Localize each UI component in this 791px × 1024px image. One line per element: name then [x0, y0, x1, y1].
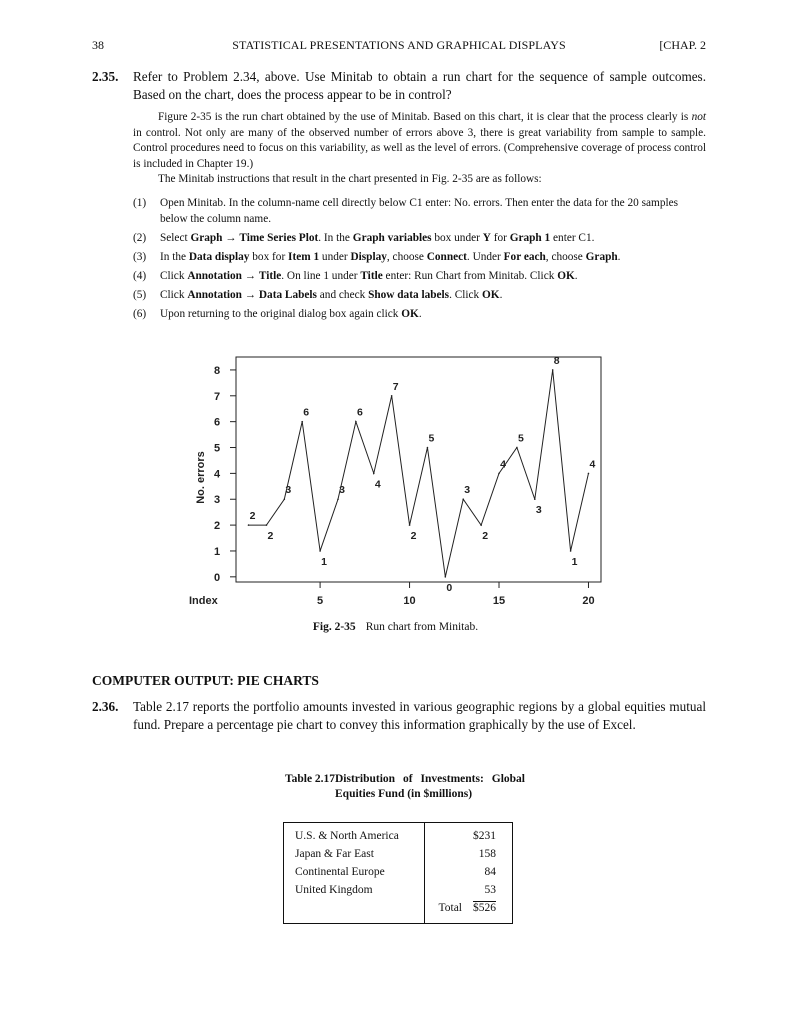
data-point — [588, 473, 590, 475]
problem-2-35 — [92, 68, 706, 104]
data-label: 3 — [339, 484, 345, 497]
data-point — [534, 498, 536, 500]
data-label: 0 — [446, 581, 453, 594]
data-label: 4 — [500, 458, 506, 471]
data-point — [409, 524, 411, 526]
y-axis-label: No. errors — [195, 451, 207, 504]
data-label: 1 — [321, 555, 328, 568]
page-number: 38 — [92, 38, 104, 52]
data-point — [301, 421, 303, 423]
data-point — [427, 447, 429, 449]
data-point — [391, 395, 393, 397]
figure-caption — [0, 621, 791, 633]
problem-2-36 — [92, 698, 706, 734]
solution-body — [133, 110, 706, 188]
problem-number: 2.35. — [92, 69, 119, 84]
x-tick-label: 20 — [582, 595, 595, 607]
data-point — [284, 498, 286, 500]
minitab-steps-list — [133, 196, 706, 326]
x-axis-label: Index — [189, 595, 218, 607]
y-tick-label: 2 — [213, 520, 221, 533]
step-item — [133, 307, 706, 323]
data-label: 4 — [374, 478, 381, 491]
table-title — [285, 772, 525, 802]
y-tick-label: 0 — [213, 571, 221, 584]
step-text: Click Annotation → Title. On line 1 under Title enter: Run Chart from Minitab. Click OK. — [160, 269, 578, 282]
data-point — [248, 524, 250, 526]
data-point — [552, 369, 554, 371]
table-total-label: Total — [438, 902, 462, 914]
data-point — [516, 447, 518, 449]
step-number: (1) — [133, 197, 147, 209]
table-row — [284, 830, 512, 847]
data-label: 3 — [464, 484, 471, 497]
data-label: 6 — [303, 406, 310, 419]
investment-table — [283, 822, 513, 924]
data-point — [445, 576, 447, 578]
page-header — [92, 38, 706, 54]
table-region: Japan & Far East — [295, 848, 374, 860]
y-tick-label: 3 — [213, 494, 221, 507]
step-number: (6) — [133, 307, 147, 320]
table-value: 158 — [478, 848, 496, 860]
solution-paragraph-1: Figure 2-35 is the run chart obtained by the use of Minitab. Based on this chart, it is clear that the process clearly is not in control. Not only are many of the observed number of errors above 3, there is great variability from sample to sample. Control procedures need to focus on this variability, as well as the level of errors. (Comprehensive coverage of process control is included in Chapter 19.) — [133, 111, 706, 170]
solution-paragraph-2: The Minitab instructions that result in the chart presented in Fig. 2-35 are as follows: — [158, 173, 542, 185]
data-point — [570, 550, 572, 552]
y-tick-label: 6 — [213, 416, 221, 429]
table-row — [284, 884, 512, 901]
step-text: Open Minitab. In the column-name cell directly below C1 enter: No. errors. Then enter the data for the 20 samples below the column name. — [160, 197, 679, 225]
table-value: 53 — [484, 884, 496, 896]
data-point — [337, 498, 339, 500]
step-text: In the Data display box for Item 1 under Display, choose Connect. Under For each, choose Graph. — [160, 250, 621, 263]
data-label: 5 — [517, 432, 524, 445]
data-point — [373, 473, 375, 475]
emphasis-not: not — [691, 111, 706, 123]
step-item — [133, 288, 706, 304]
data-point — [266, 524, 268, 526]
step-text: Click Annotation → Data Labels and check Show data labels. Click OK. — [160, 288, 503, 301]
data-label: 3 — [535, 504, 542, 517]
table-value: $231 — [473, 830, 496, 842]
run-chart-svg — [180, 354, 610, 614]
table-total-value: $526 — [473, 902, 496, 914]
data-point — [480, 524, 482, 526]
y-tick-label: 7 — [213, 390, 221, 403]
run-chart — [180, 354, 610, 614]
step-number: (5) — [133, 288, 147, 301]
data-label: 8 — [553, 354, 560, 367]
step-text: Upon returning to the original dialog box again click OK. — [160, 307, 422, 320]
data-point — [355, 421, 357, 423]
data-label: 3 — [285, 484, 292, 497]
data-label: 2 — [482, 530, 489, 543]
section-heading: COMPUTER OUTPUT: PIE CHARTS — [92, 673, 319, 688]
table-region: United Kingdom — [295, 884, 373, 896]
data-label: 1 — [571, 555, 578, 568]
x-tick-label: 5 — [317, 595, 324, 607]
figure-label: Fig. 2-35 — [312, 621, 356, 633]
step-text: Select Graph → Time Series Plot. In the Graph variables box under Y for Graph 1 enter C1. — [160, 231, 595, 244]
y-tick-label: 8 — [213, 364, 221, 377]
step-item — [133, 196, 706, 227]
data-label: 5 — [428, 432, 435, 445]
y-tick-label: 5 — [213, 442, 221, 455]
problem-number: 2.36. — [92, 699, 119, 714]
table-row — [284, 866, 512, 883]
table-value: 84 — [484, 866, 496, 878]
table-label: Table 2.17 — [285, 773, 336, 785]
figure-caption-text: Run chart from Minitab. — [365, 621, 479, 633]
data-label: 2 — [249, 510, 256, 523]
data-label: 2 — [267, 530, 274, 543]
problem-text: Table 2.17 reports the portfolio amounts invested in various geographic regions by a global equities mutual fund. Prepare a percentage pie chart to convey this information graphically by the use of Excel. — [133, 699, 706, 732]
run-line — [249, 370, 589, 577]
data-label: 4 — [589, 458, 596, 471]
step-number: (4) — [133, 269, 147, 282]
table-caption: Distribution of Investments: Global Equities Fund (in $millions) — [335, 773, 525, 800]
step-item — [133, 269, 706, 285]
step-number: (3) — [133, 250, 147, 263]
step-number: (2) — [133, 231, 147, 244]
step-item — [133, 250, 706, 266]
chapter-label: [CHAP. 2 — [659, 38, 706, 52]
data-point — [462, 498, 464, 500]
data-label: 2 — [410, 530, 417, 543]
x-tick-label: 10 — [403, 595, 416, 607]
table-region: U.S. & North America — [295, 830, 399, 842]
table-total-row — [284, 902, 512, 919]
y-tick-label: 1 — [213, 545, 221, 558]
data-label: 6 — [356, 406, 363, 419]
running-title: STATISTICAL PRESENTATIONS AND GRAPHICAL DISPLAYS — [232, 38, 566, 52]
x-tick-label: 15 — [492, 595, 506, 607]
y-tick-label: 4 — [213, 468, 221, 481]
data-label: 7 — [392, 380, 399, 393]
data-point — [498, 473, 500, 475]
data-point — [319, 550, 321, 552]
table-region: Continental Europe — [295, 866, 385, 878]
problem-text: Refer to Problem 2.34, above. Use Minitab to obtain a run chart for the sequence of sample outcomes. Based on the chart, does the process appear to be in control? — [133, 69, 706, 102]
step-item — [133, 231, 706, 247]
table-row — [284, 848, 512, 865]
